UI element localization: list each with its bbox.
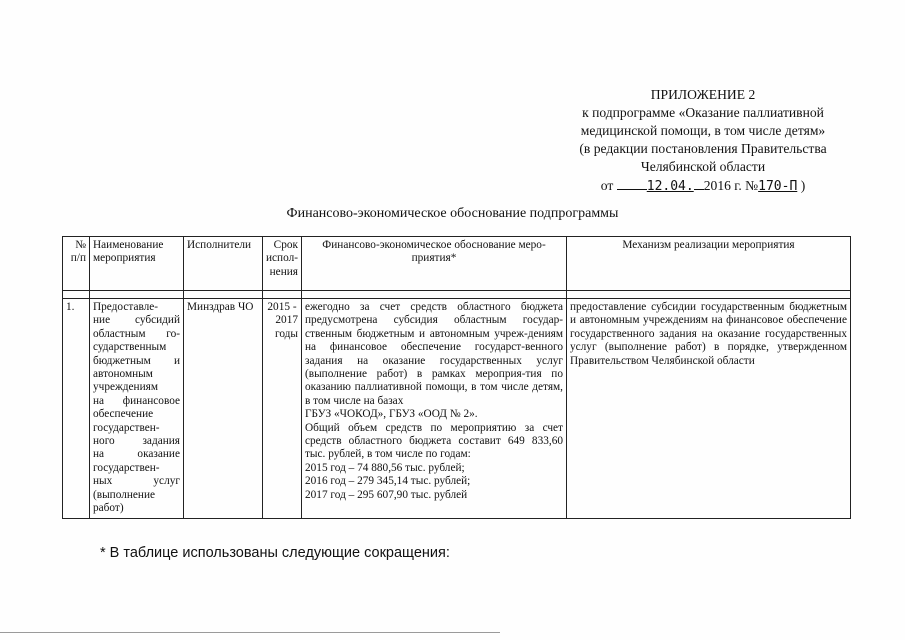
closing-paren: ): [800, 178, 806, 193]
row-name: [90, 299, 184, 519]
row-num: 1.: [63, 299, 90, 519]
row-name-line: автономным: [93, 368, 153, 381]
number-value: 170-П: [758, 179, 798, 194]
financial-year-2017: 2017 год – 295 607,90 тыс. рублей: [305, 488, 468, 501]
appendix-line-4: Челябинской области: [640, 159, 766, 174]
financial-text: ежегодно за счет средств областного бюджета предусмотрена субсидия областным государ-ственным бюджетным и автономным учреж-дениям на финансовое обеспечение государст-венного задания на оказание государственных услуг (выполнение работ) в рамках мероприя-тия по оказанию паллиативной помощи, в том числе детям, в том числе на базах: [305, 301, 563, 407]
row-name-line: на финансовое: [93, 394, 180, 407]
row-term-line-3: годы: [274, 327, 298, 340]
row-name-line: государствен-: [93, 461, 160, 474]
table-header-row: [63, 237, 851, 291]
appendix-date-line: [548, 176, 858, 196]
appendix-line-3: (в редакции постановления Правительства: [579, 141, 827, 156]
row-name-line: государствен-: [93, 421, 160, 434]
table-spacer-row: [63, 291, 851, 299]
finance-table: [62, 236, 851, 519]
row-name-line: ных услуг: [93, 475, 180, 488]
header-mechanism: [567, 237, 851, 291]
row-name-line: ного задания: [93, 435, 180, 448]
scan-edge-line: [0, 632, 500, 633]
row-name-line: (выполнение: [93, 488, 156, 501]
date-year: 2016 г.: [703, 178, 742, 193]
header-term: [263, 237, 302, 291]
row-name-line: сударственным: [93, 341, 167, 354]
date-value: 12.04.: [646, 179, 694, 194]
row-name-line: работ): [93, 502, 124, 515]
table-row: [63, 299, 851, 519]
row-name-line: ние субсидий: [93, 314, 180, 327]
row-financial: [302, 299, 567, 519]
document-title: Финансово-экономическое обоснование подпрограммы: [286, 206, 619, 221]
row-executor: Минздрав ЧО: [184, 299, 263, 519]
header-financial-line-1: Финансово-экономическое обоснование меро-: [322, 239, 546, 251]
number-prefix: №: [745, 178, 759, 193]
row-name-line: Предоставле-: [93, 301, 159, 313]
footnote: * В таблице использованы следующие сокращения:: [100, 545, 450, 561]
financial-year-2016: 2016 год – 279 345,14 тыс. рублей;: [305, 475, 471, 488]
date-prefix: от: [600, 178, 614, 193]
header-mechanism-line: Механизм реализации мероприятия: [622, 239, 795, 251]
row-name-line: областным го-: [93, 327, 180, 340]
date-blank: [617, 176, 647, 190]
header-name: [90, 237, 184, 291]
header-num: [63, 237, 90, 291]
row-mechanism: предоставление субсидии государственным бюджетным и автономным учреждениям на финансовое обеспечение государственного задания на оказание государственных услуг (выполнение работ) в порядке, утвержденном Правительством Челябинской области: [567, 299, 851, 519]
financial-orgs: ГБУЗ «ЧОКОД», ГБУЗ «ООД № 2».: [305, 408, 478, 421]
header-financial: [302, 237, 567, 291]
row-name-lines: [93, 301, 180, 516]
header-num-line-1: №: [75, 239, 86, 251]
header-num-line-2: п/п: [70, 252, 86, 265]
header-name-line-1: Наименование: [93, 239, 164, 251]
header-term-line-3: нения: [269, 265, 298, 278]
header-term-line-1: Срок: [273, 239, 298, 251]
header-name-line-2: мероприятия: [93, 252, 156, 265]
row-term-line-2: 2017: [275, 314, 298, 327]
appendix-header: [548, 86, 858, 196]
header-financial-line-2: приятия*: [411, 252, 457, 265]
date-blank-2: [694, 176, 704, 190]
financial-year-2015: 2015 год – 74 880,56 тыс. рублей;: [305, 461, 465, 474]
row-term-line-1: 2015 -: [267, 301, 297, 313]
appendix-line-2: медицинской помощи, в том числе детям»: [580, 123, 826, 138]
row-name-line: бюджетным и: [93, 354, 180, 367]
row-term: [263, 299, 302, 519]
row-name-line: обеспечение: [93, 408, 154, 421]
appendix-title: ПРИЛОЖЕНИЕ 2: [650, 87, 756, 102]
header-executor-line: Исполнители: [187, 239, 252, 251]
row-name-line: на оказание: [93, 448, 180, 461]
appendix-line-1: к подпрограмме «Оказание паллиативной: [582, 105, 824, 120]
row-name-line: учреждениям: [93, 381, 158, 394]
header-executor: [184, 237, 263, 291]
financial-total: Общий объем средств по мероприятию за счет средств областного бюджета составит 649 833,60 тыс. рублей, в том числе по годам:: [305, 421, 563, 461]
header-term-line-2: испол-: [266, 252, 299, 265]
